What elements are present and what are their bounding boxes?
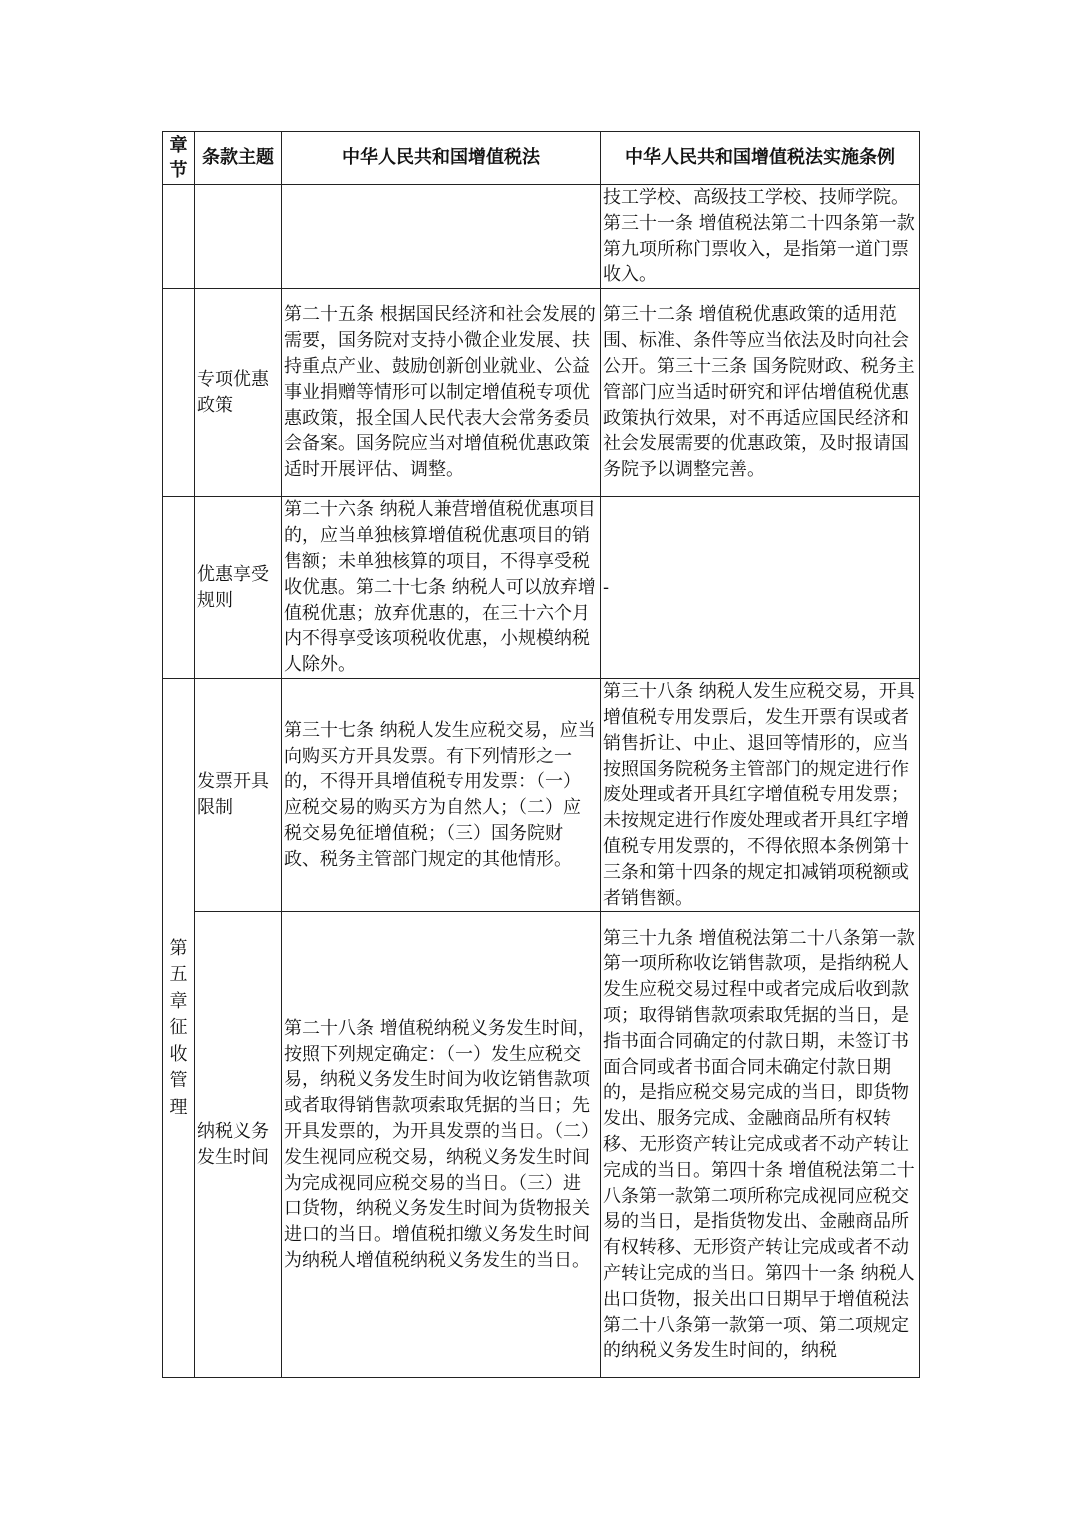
law-cell <box>282 185 601 289</box>
regulation-cell: 第三十二条 增值税优惠政策的适用范围、标准、条件等应当依法及时向社会公开。第三十三条 国务院财政、税务主管部门应当适时研究和评估增值税优惠政策执行效果，对不再适应国民经济和社会发展需要的优惠政策，及时报请国务院予以调整完善。 <box>601 289 920 497</box>
regulation-cell: 第三十八条 纳税人发生应税交易，开具增值税专用发票后，发生开票有误或者销售折让、中止、退回等情形的，应当按照国务院税务主管部门的规定进行作废处理或者开具红字增值税专用发票；未按规定进行作废处理或者开具红字增值税专用发票的，不得依照本条例第十三条和第十四条的规定扣减销项税额或者销售额。 <box>601 679 920 912</box>
header-regulation: 中华人民共和国增值税法实施条例 <box>601 132 920 185</box>
topic-cell: 优惠享受规则 <box>195 497 282 679</box>
law-cell: 第二十五条 根据国民经济和社会发展的需要，国务院对支持小微企业发展、扶持重点产业、鼓励创新创业就业、公益事业捐赠等情形可以制定增值税专项优惠政策，报全国人民代表大会常务委员会备案。国务院应当对增值税优惠政策适时开展评估、调整。 <box>282 289 601 497</box>
header-row <box>163 132 920 185</box>
header-topic: 条款主题 <box>195 132 282 185</box>
chapter-cell-empty <box>163 497 195 679</box>
regulation-cell: 第三十九条 增值税法第二十八条第一款第一项所称收讫销售款项，是指纳税人发生应税交易过程中或者完成后收到款项；取得销售款项索取凭据的当日，是指书面合同确定的付款日期，未签订书面合同或者书面合同未确定付款日期的，是指应税交易完成的当日，即货物发出、服务完成、金融商品所有权转移、无形资产转让完成或者不动产转让完成的当日。第四十条 增值税法第二十八条第一款第二项所称完成视同应税交易的当日，是指货物发出、金融商品所有权转移、无形资产转让完成或者不动产转让完成的当日。第四十一条 纳税人出口货物，报关出口日期早于增值税法第二十八条第一款第一项、第二项规定的纳税义务发生时间的，纳税 <box>601 912 920 1378</box>
topic-cell <box>195 185 282 289</box>
regulation-cell: - <box>601 497 920 679</box>
law-cell: 第三十七条 纳税人发生应税交易，应当向购买方开具发票。有下列情形之一的，不得开具增值税专用发票：（一）应税交易的购买方为自然人；（二）应税交易免征增值税；（三）国务院财政、税务主管部门规定的其他情形。 <box>282 679 601 912</box>
header-chapter: 章节 <box>163 132 195 185</box>
chapter-cell-empty <box>163 185 195 289</box>
regulation-cell: 技工学校、高级技工学校、技师学院。第三十一条 增值税法第二十四条第一款第九项所称门票收入，是指第一道门票收入。 <box>601 185 920 289</box>
table-row <box>163 289 920 497</box>
regulation-comparison-table <box>162 131 920 1378</box>
table-row <box>163 497 920 679</box>
topic-cell: 专项优惠政策 <box>195 289 282 497</box>
table-row <box>163 679 920 912</box>
chapter-cell-fifth: 第五章征收管理 <box>163 679 195 1378</box>
header-law: 中华人民共和国增值税法 <box>282 132 601 185</box>
law-cell: 第二十六条 纳税人兼营增值税优惠项目的，应当单独核算增值税优惠项目的销售额；未单独核算的项目，不得享受税收优惠。第二十七条 纳税人可以放弃增值税优惠；放弃优惠的，在三十六个月内不得享受该项税收优惠，小规模纳税人除外。 <box>282 497 601 679</box>
chapter-cell-empty <box>163 289 195 497</box>
topic-cell: 纳税义务发生时间 <box>195 912 282 1378</box>
law-cell: 第二十八条 增值税纳税义务发生时间，按照下列规定确定：（一）发生应税交易，纳税义务发生时间为收讫销售款项或者取得销售款项索取凭据的当日；先开具发票的，为开具发票的当日。（二）发生视同应税交易，纳税义务发生时间为完成视同应税交易的当日。（三）进口货物，纳税义务发生时间为货物报关进口的当日。增值税扣缴义务发生时间为纳税人增值税纳税义务发生的当日。 <box>282 912 601 1378</box>
table-row <box>163 912 920 1378</box>
table-row <box>163 185 920 289</box>
topic-cell: 发票开具限制 <box>195 679 282 912</box>
